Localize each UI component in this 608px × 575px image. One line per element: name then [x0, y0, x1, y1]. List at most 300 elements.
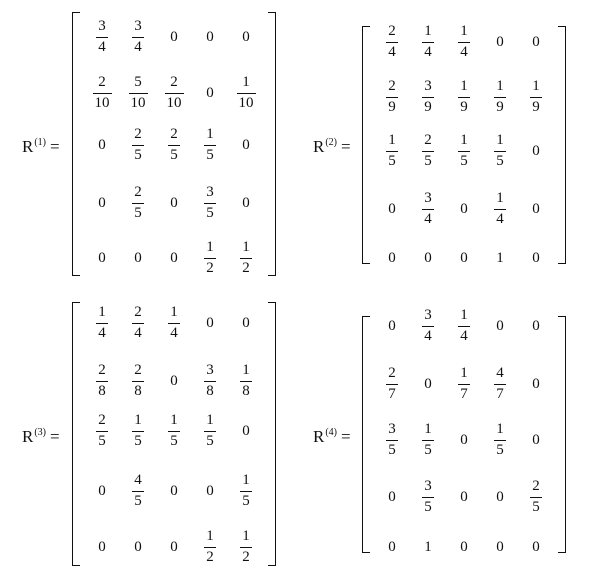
numerator: 1 — [242, 472, 250, 489]
matrix-superscript: (3) — [34, 427, 47, 438]
denominator: 9 — [532, 98, 540, 115]
integer-value: 0 — [134, 538, 142, 555]
fraction — [422, 478, 434, 516]
matrix-entry — [156, 361, 192, 401]
integer-value: 0 — [424, 375, 432, 392]
matrix-entry — [482, 420, 518, 460]
matrix-4 — [362, 307, 566, 555]
matrix-row — [374, 77, 554, 117]
matrix-entry — [482, 131, 518, 171]
fraction — [422, 421, 434, 459]
numerator: 1 — [242, 528, 250, 545]
matrix-entry — [120, 183, 156, 223]
numerator: 4 — [134, 472, 142, 489]
matrix-entry — [446, 238, 482, 278]
integer-value: 1 — [424, 538, 432, 555]
numerator: 1 — [460, 307, 468, 324]
matrix-label-1 — [22, 138, 60, 155]
fraction — [240, 362, 252, 400]
matrix-entry — [410, 364, 446, 404]
denominator: 5 — [242, 492, 250, 509]
numerator: 3 — [206, 184, 214, 201]
matrix-entry — [482, 527, 518, 567]
matrix-entry — [156, 303, 192, 343]
fraction — [168, 412, 180, 450]
numerator: 2 — [98, 412, 106, 429]
right-bracket — [558, 26, 566, 264]
matrix-name: R — [313, 137, 325, 156]
numerator: 1 — [134, 412, 142, 429]
fraction — [386, 421, 398, 459]
matrix-entry — [120, 125, 156, 165]
fraction — [494, 190, 506, 228]
integer-value: 0 — [460, 200, 468, 217]
matrix-entry — [410, 420, 446, 460]
integer-value: 0 — [532, 33, 540, 50]
matrix-entry — [228, 125, 264, 165]
fraction — [204, 528, 216, 566]
matrix-entry — [374, 189, 410, 229]
denominator: 5 — [134, 432, 142, 449]
matrix-entry — [446, 364, 482, 404]
numerator: 1 — [206, 126, 214, 143]
numerator: 2 — [134, 184, 142, 201]
denominator: 5 — [388, 152, 396, 169]
matrix-entry — [84, 411, 120, 451]
matrix-entry — [410, 189, 446, 229]
integer-value: 0 — [532, 317, 540, 334]
left-bracket — [362, 316, 370, 553]
denominator: 5 — [496, 152, 504, 169]
denominator: 9 — [424, 98, 432, 115]
fraction — [422, 307, 434, 345]
denominator: 7 — [388, 385, 396, 402]
matrix-entry — [192, 238, 228, 278]
matrix-entry — [518, 477, 554, 517]
numerator: 3 — [388, 421, 396, 438]
integer-value: 0 — [388, 249, 396, 266]
numerator: 2 — [98, 362, 106, 379]
denominator: 2 — [206, 259, 214, 276]
numerator: 3 — [424, 307, 432, 324]
numerator: 1 — [460, 23, 468, 40]
numerator: 5 — [134, 74, 142, 91]
matrix-entry — [374, 306, 410, 346]
matrix-entry — [374, 420, 410, 460]
equals-sign: = — [341, 427, 351, 446]
matrix-entry — [156, 411, 192, 451]
matrix-entry — [374, 364, 410, 404]
integer-value: 0 — [242, 28, 250, 45]
denominator: 10 — [238, 94, 254, 111]
fraction — [458, 307, 470, 345]
fraction — [132, 184, 144, 222]
integer-value: 0 — [98, 136, 106, 153]
denominator: 5 — [532, 498, 540, 515]
integer-value: 0 — [242, 136, 250, 153]
numerator: 2 — [170, 74, 178, 91]
fraction — [204, 412, 216, 450]
fraction — [240, 239, 252, 277]
fraction — [240, 528, 252, 566]
matrix-entry — [156, 17, 192, 57]
numerator: 1 — [388, 132, 396, 149]
integer-value: 0 — [532, 249, 540, 266]
matrix-entry — [410, 527, 446, 567]
integer-value: 0 — [532, 142, 540, 159]
denominator: 9 — [460, 98, 468, 115]
matrix-row — [374, 189, 554, 229]
denominator: 5 — [424, 152, 432, 169]
matrix-entry — [410, 306, 446, 346]
numerator: 2 — [170, 126, 178, 143]
numerator: 1 — [206, 412, 214, 429]
fraction — [168, 126, 180, 164]
denominator: 4 — [98, 324, 106, 341]
equals-sign: = — [50, 427, 60, 446]
matrix-entry — [120, 411, 156, 451]
matrix-entry — [374, 77, 410, 117]
fraction — [96, 18, 108, 56]
fraction — [494, 78, 506, 116]
matrix-entry — [192, 73, 228, 113]
denominator: 10 — [130, 94, 146, 111]
denominator: 8 — [134, 382, 142, 399]
denominator: 10 — [94, 94, 110, 111]
matrix-row — [374, 477, 554, 517]
matrix-entry — [518, 77, 554, 117]
matrix-entry — [228, 471, 264, 511]
matrix-entry — [410, 131, 446, 171]
matrix-row — [374, 131, 554, 171]
matrix-entry — [120, 238, 156, 278]
numerator: 1 — [206, 239, 214, 256]
denominator: 5 — [170, 146, 178, 163]
matrix-entry — [374, 131, 410, 171]
denominator: 5 — [460, 152, 468, 169]
integer-value: 0 — [206, 314, 214, 331]
fraction — [132, 126, 144, 164]
numerator: 2 — [98, 74, 106, 91]
matrix-entry — [192, 125, 228, 165]
matrix-entry — [374, 238, 410, 278]
numerator: 3 — [424, 78, 432, 95]
integer-value: 0 — [424, 249, 432, 266]
denominator: 4 — [424, 43, 432, 60]
matrix-entry — [446, 527, 482, 567]
numerator: 4 — [496, 365, 504, 382]
integer-value: 0 — [98, 194, 106, 211]
matrix-entry — [482, 477, 518, 517]
matrix-entry — [192, 183, 228, 223]
fraction — [96, 304, 108, 342]
matrix-entry — [228, 238, 264, 278]
matrix-name: R — [22, 137, 34, 156]
denominator: 2 — [242, 259, 250, 276]
matrix-row — [374, 22, 554, 62]
denominator: 4 — [460, 43, 468, 60]
right-bracket — [268, 12, 276, 276]
matrix-entry — [518, 22, 554, 62]
right-bracket — [558, 316, 566, 553]
matrix-row — [84, 125, 264, 165]
integer-value: 0 — [98, 482, 106, 499]
matrix-entry — [84, 125, 120, 165]
fraction — [132, 362, 144, 400]
matrix-entry — [446, 77, 482, 117]
right-bracket — [268, 302, 276, 566]
denominator: 4 — [170, 324, 178, 341]
matrix-row — [84, 411, 264, 451]
matrix-entry — [228, 17, 264, 57]
denominator: 4 — [496, 210, 504, 227]
fraction — [422, 78, 434, 116]
matrix-entry — [446, 306, 482, 346]
matrix-superscript: (4) — [325, 427, 338, 438]
integer-value: 0 — [388, 538, 396, 555]
fraction — [132, 18, 144, 56]
denominator: 5 — [496, 441, 504, 458]
matrix-entry — [84, 471, 120, 511]
matrix-entry — [228, 73, 264, 113]
matrix-entry — [482, 364, 518, 404]
matrix-name: R — [22, 427, 34, 446]
fraction — [129, 74, 148, 112]
fraction — [132, 412, 144, 450]
matrix-row — [84, 303, 264, 343]
integer-value: 1 — [496, 249, 504, 266]
matrix-3 — [72, 302, 276, 566]
denominator: 5 — [134, 146, 142, 163]
matrix-entry — [192, 527, 228, 567]
numerator: 1 — [242, 362, 250, 379]
matrix-row — [84, 361, 264, 401]
matrix-entry — [482, 306, 518, 346]
integer-value: 0 — [460, 249, 468, 266]
numerator: 3 — [134, 18, 142, 35]
matrix-2 — [362, 23, 566, 266]
matrix-entry — [410, 238, 446, 278]
matrix-label-2 — [313, 138, 351, 155]
numerator: 1 — [496, 78, 504, 95]
integer-value: 0 — [170, 372, 178, 389]
numerator: 1 — [242, 74, 250, 91]
matrix-entry — [192, 411, 228, 451]
denominator: 10 — [166, 94, 182, 111]
matrix-entry — [84, 73, 120, 113]
matrix-entry — [518, 238, 554, 278]
denominator: 5 — [134, 204, 142, 221]
matrix-entry — [228, 183, 264, 223]
numerator: 2 — [424, 132, 432, 149]
fraction — [165, 74, 184, 112]
matrix-entry — [192, 471, 228, 511]
integer-value: 0 — [170, 28, 178, 45]
matrix-entry — [518, 420, 554, 460]
matrix-row — [374, 527, 554, 567]
matrix-entry — [446, 477, 482, 517]
integer-value: 0 — [242, 194, 250, 211]
denominator: 4 — [424, 210, 432, 227]
denominator: 5 — [388, 441, 396, 458]
fraction — [422, 190, 434, 228]
matrix-entry — [84, 303, 120, 343]
matrix-row — [84, 17, 264, 57]
matrix-entry — [84, 17, 120, 57]
fraction — [422, 23, 434, 61]
matrix-entry — [84, 238, 120, 278]
numerator: 1 — [460, 365, 468, 382]
fraction — [204, 239, 216, 277]
integer-value: 0 — [242, 314, 250, 331]
numerator: 2 — [134, 362, 142, 379]
matrix-row — [374, 420, 554, 460]
integer-value: 0 — [206, 84, 214, 101]
fraction — [458, 365, 470, 403]
fraction — [132, 472, 144, 510]
numerator: 3 — [98, 18, 106, 35]
numerator: 1 — [170, 304, 178, 321]
denominator: 8 — [206, 382, 214, 399]
matrix-entry — [410, 22, 446, 62]
matrix-row — [374, 238, 554, 278]
fraction — [93, 74, 112, 112]
denominator: 2 — [242, 548, 250, 565]
denominator: 5 — [206, 432, 214, 449]
denominator: 4 — [388, 43, 396, 60]
matrix-row — [84, 471, 264, 511]
matrix-entry — [156, 238, 192, 278]
matrix-entry — [374, 477, 410, 517]
equals-sign: = — [50, 137, 60, 156]
integer-value: 0 — [388, 317, 396, 334]
fraction — [494, 132, 506, 170]
denominator: 4 — [460, 327, 468, 344]
matrix-entry — [84, 527, 120, 567]
matrix-row — [84, 183, 264, 223]
denominator: 4 — [134, 324, 142, 341]
matrix-entry — [410, 477, 446, 517]
fraction — [96, 362, 108, 400]
matrix-entry — [482, 22, 518, 62]
numerator: 1 — [496, 421, 504, 438]
denominator: 5 — [170, 432, 178, 449]
matrix-entry — [518, 306, 554, 346]
matrix-entry — [120, 471, 156, 511]
fraction — [386, 132, 398, 170]
matrix-label-3 — [22, 428, 60, 445]
numerator: 1 — [424, 421, 432, 438]
denominator: 8 — [98, 382, 106, 399]
numerator: 1 — [460, 78, 468, 95]
matrix-entry — [156, 527, 192, 567]
integer-value: 0 — [388, 200, 396, 217]
denominator: 5 — [206, 146, 214, 163]
numerator: 2 — [388, 365, 396, 382]
denominator: 5 — [424, 441, 432, 458]
fraction — [237, 74, 256, 112]
denominator: 5 — [424, 498, 432, 515]
matrix-row — [84, 73, 264, 113]
fraction — [458, 23, 470, 61]
denominator: 4 — [134, 38, 142, 55]
integer-value: 0 — [388, 488, 396, 505]
matrix-superscript: (1) — [34, 137, 47, 148]
integer-value: 0 — [496, 538, 504, 555]
numerator: 3 — [424, 478, 432, 495]
integer-value: 0 — [460, 488, 468, 505]
fraction — [168, 304, 180, 342]
integer-value: 0 — [170, 538, 178, 555]
numerator: 1 — [496, 190, 504, 207]
matrix-entry — [482, 238, 518, 278]
matrix-entry — [192, 17, 228, 57]
integer-value: 0 — [496, 33, 504, 50]
matrix-entry — [446, 131, 482, 171]
fraction — [386, 78, 398, 116]
numerator: 2 — [134, 126, 142, 143]
denominator: 5 — [134, 492, 142, 509]
matrix-entry — [446, 22, 482, 62]
matrix-name: R — [313, 427, 325, 446]
integer-value: 0 — [98, 538, 106, 555]
matrix-entry — [374, 527, 410, 567]
matrix-entry — [120, 73, 156, 113]
denominator: 2 — [206, 548, 214, 565]
matrix-entry — [518, 189, 554, 229]
integer-value: 0 — [496, 317, 504, 334]
integer-value: 0 — [532, 538, 540, 555]
fraction — [494, 421, 506, 459]
numerator: 1 — [460, 132, 468, 149]
fraction — [530, 78, 542, 116]
matrix-entry — [84, 183, 120, 223]
numerator: 1 — [496, 132, 504, 149]
fraction — [458, 78, 470, 116]
matrix-entry — [228, 411, 264, 451]
integer-value: 0 — [134, 249, 142, 266]
matrix-entry — [518, 527, 554, 567]
equals-sign: = — [341, 137, 351, 156]
matrix-entry — [482, 189, 518, 229]
fraction — [422, 132, 434, 170]
matrix-entry — [156, 471, 192, 511]
matrix-entry — [120, 303, 156, 343]
numerator: 3 — [424, 190, 432, 207]
matrix-entry — [482, 77, 518, 117]
matrix-entry — [156, 183, 192, 223]
numerator: 3 — [206, 362, 214, 379]
denominator: 7 — [496, 385, 504, 402]
matrix-superscript: (2) — [325, 137, 338, 148]
integer-value: 0 — [496, 488, 504, 505]
fraction — [204, 184, 216, 222]
integer-value: 0 — [532, 200, 540, 217]
matrix-entry — [228, 303, 264, 343]
integer-value: 0 — [206, 28, 214, 45]
numerator: 2 — [134, 304, 142, 321]
matrix-entry — [192, 303, 228, 343]
numerator: 1 — [424, 23, 432, 40]
matrix-row — [84, 527, 264, 567]
denominator: 8 — [242, 382, 250, 399]
matrix-1 — [72, 12, 276, 276]
denominator: 9 — [388, 98, 396, 115]
fraction — [204, 126, 216, 164]
left-bracket — [362, 26, 370, 264]
left-bracket — [72, 12, 80, 276]
integer-value: 0 — [242, 422, 250, 439]
